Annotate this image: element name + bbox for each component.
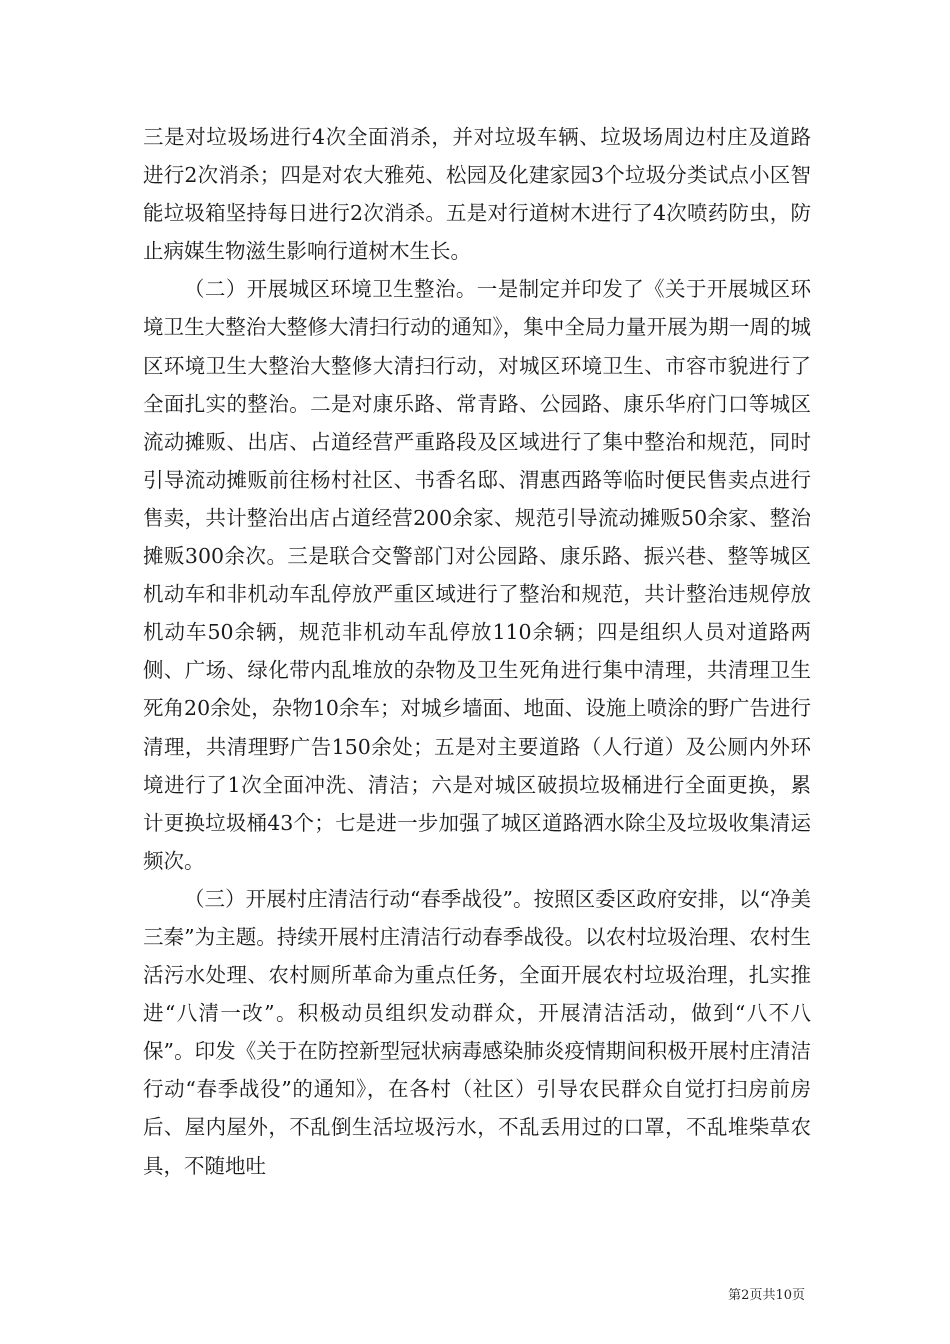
page-number-footer: 第2页共10页 bbox=[728, 1288, 805, 1303]
document-body bbox=[143, 118, 811, 1185]
paragraph-continuation: 三是对垃圾场进行4次全面消杀，并对垃圾车辆、垃圾场周边村庄及道路进行2次消杀；四是对农大雅苑、松园及化建家园3个垃圾分类试点小区智能垃圾箱坚持每日进行2次消杀。五是对行道树木进行了4次喷药防虫，防止病媒生物滋生影响行道树木生长。 bbox=[143, 125, 811, 264]
paragraph-city-sanitation: （二）开展城区环境卫生整治。一是制定并印发了《关于开展城区环境卫生大整治大整修大清扫行动的通知》，集中全局力量开展为期一周的城区环境卫生大整治大整修大清扫行动，对城区环境卫生、市容市貌进行了全面扎实的整治。二是对康乐路、常青路、公园路、康乐华府门口等城区流动摊贩、出店、占道经营严重路段及区域进行了集中整治和规范，同时引导流动摊贩前往杨村社区、书香名邸、渭惠西路等临时便民售卖点进行售卖，共计整治出店占道经营200余家、规范引导流动摊贩50余家、整治摊贩300余次。三是联合交警部门对公园路、康乐路、振兴巷、整等城区机动车和非机动车乱停放严重区域进行了整治和规范，共计整治违规停放机动车50余辆，规范非机动车乱停放110余辆；四是组织人员对道路两侧、广场、绿化带内乱堆放的杂物及卫生死角进行集中清理，共清理卫生死角20余处，杂物10余车；对城乡墙面、地面、设施上喷涂的野广告进行清理，共清理野广告150余处；五是对主要道路（人行道）及公厕内外环境进行了1次全面冲洗、清洁；六是对城区破损垃圾桶进行全面更换，累计更换垃圾桶43个；七是进一步加强了城区道路洒水除尘及垃圾收集清运频次。 bbox=[143, 277, 811, 873]
paragraph-village-cleaning: （三）开展村庄清洁行动“春季战役”。按照区委区政府安排，以“净美三秦”为主题。持续开展村庄清洁行动春季战役。以农村垃圾治理、农村生活污水处理、农村厕所革命为重点任务，全面开展农村垃圾治理，扎实推进“八清一改”。积极动员组织发动群众，开展清洁活动，做到“八不八保”。印发《关于在防控新型冠状病毒感染肺炎疫情期间积极开展村庄清洁行动“春季战役”的通知》，在各村（社区）引导农民群众自觉打扫房前房后、屋内屋外，不乱倒生活垃圾污水，不乱丢用过的口罩，不乱堆柴草农具，不随地吐 bbox=[143, 886, 811, 1178]
